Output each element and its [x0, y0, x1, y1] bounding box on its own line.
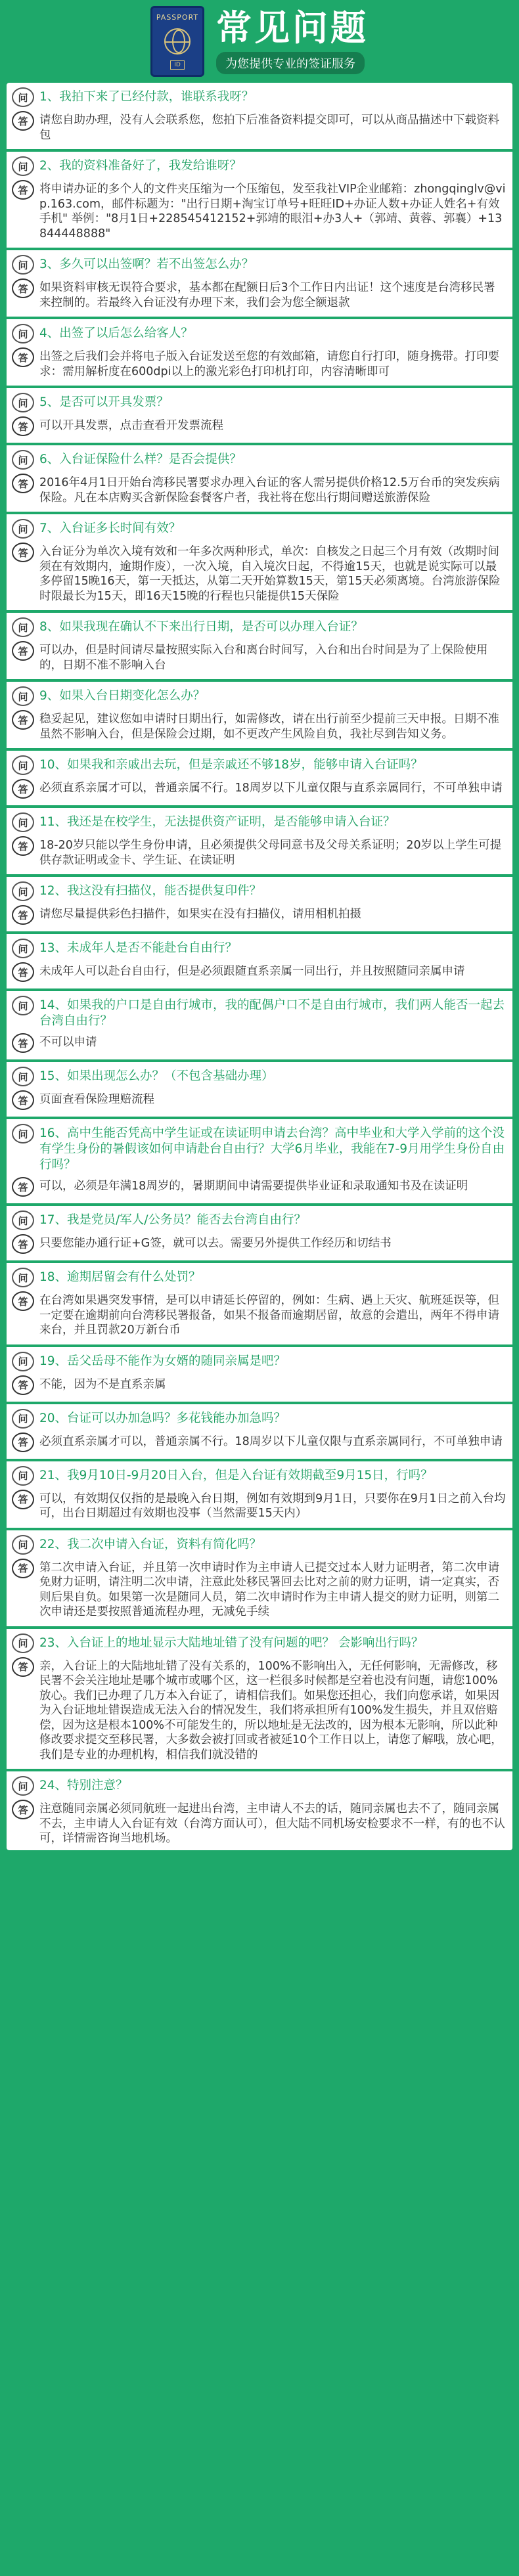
question-row — [12, 252, 506, 277]
answer-badge-icon: 答 — [12, 1559, 34, 1578]
answer-badge-icon: 答 — [12, 1800, 34, 1819]
answer-badge-icon: 答 — [12, 1234, 34, 1254]
question-badge-icon: 问 — [12, 255, 34, 275]
question-row — [12, 1264, 506, 1289]
answer-badge-icon: 答 — [12, 1177, 34, 1197]
answer-badge-icon: 答 — [12, 710, 34, 730]
faq-item — [7, 1119, 512, 1206]
faq-item — [7, 1771, 512, 1850]
answer-badge-icon: 答 — [12, 474, 34, 493]
question-row — [12, 992, 506, 1031]
answer-badge-icon: 答 — [12, 1490, 34, 1509]
question-badge-icon: 问 — [12, 939, 34, 958]
answer-badge-icon: 答 — [12, 347, 34, 367]
faq-item — [7, 250, 512, 319]
answer-text: 18-20岁只能以学生身份申请，且必须提供父母同意书及父母关系证明；20岁以上学生可提供存款证明或金卡、学生证、在读证明 — [39, 839, 502, 867]
question-badge-icon: 问 — [12, 881, 34, 901]
question-badge-icon: 问 — [12, 324, 34, 344]
answer-row — [12, 414, 506, 440]
faq-item — [7, 152, 512, 250]
answer-badge-icon: 答 — [12, 836, 34, 856]
question-text: 13、未成年人是否不能赴台自由行？ — [39, 941, 238, 955]
answer-text: 入台证分为单次入境有效和一年多次两种形式，单次：自核发之日起三个月有效（改期时间须在有效期内，逾期作废），一次入境，自入境次日起，不得逾15天，也就是说实际可以最多停留15晚16天，第一天抵达，从第二天开始算数15天，第15天必须离境。台湾旅游保险时限最长为15天，即16天15晚的行程也只能提供15天保险 — [39, 545, 501, 603]
question-text: 7、入台证多长时间有效？ — [39, 522, 181, 535]
answer-badge-icon: 答 — [12, 543, 34, 562]
answer-text: 在台湾如果遇突发事情，是可以申请延长停留的，例如：生病、遇上天灾、航班延误等，但一定要在逾期前向台湾移民署报备，如果不报备而逾期居留，故意的会遣出，两年不得申请来台，并且罚款20万新台币 — [39, 1294, 499, 1337]
faq-item — [7, 682, 512, 751]
question-row — [12, 516, 506, 541]
faq-item — [7, 514, 512, 613]
answer-badge-icon: 答 — [12, 416, 34, 436]
answer-badge-icon: 答 — [12, 641, 34, 661]
question-row — [12, 1630, 506, 1655]
question-row — [12, 809, 506, 834]
answer-text: 2016年4月1日开始台湾移民署要求办理入台证的客人需另提供价格12.5万台币的突发疾病保险。凡在本店购买含新保险套餐客户者，我社将在您出行期间赠送旅游保险 — [39, 476, 500, 504]
answer-badge-icon: 答 — [12, 1375, 34, 1395]
question-text: 11、我还是在校学生，无法提供资产证明，是否能够申请入台证？ — [39, 815, 395, 829]
faq-item — [7, 83, 512, 152]
answer-text: 请您自助办理，没有人会联系您，您拍下后准备资料提交即可，可以从商品描述中下载资料包 — [39, 114, 499, 142]
answer-text: 出签之后我们会并将电子版入台证发送至您的有效邮箱，请您自行打印，随身携带。打印要求：需用解析度在600dpi以上的激光彩色打印机打印，内容清晰即可 — [39, 350, 499, 378]
answer-text: 可以办，但是时间请尽量按照实际入台和离台时间写，入台和出台时间是为了上保险使用的，日期不准不影响入台 — [39, 644, 488, 672]
question-text: 5、是否可以开具发票？ — [39, 395, 169, 409]
faq-item — [7, 1530, 512, 1629]
question-text: 20、台证可以办加急吗？多花钱能办加急吗？ — [39, 1411, 286, 1425]
question-row — [12, 1348, 506, 1373]
question-badge-icon: 问 — [12, 1352, 34, 1371]
answer-text: 将申请办证的多个人的文件夹压缩为一个压缩包，发至我社VIP企业邮箱：zhongqinglv@vip.163.com，邮件标题为："出行日期+淘宝订单号+旺旺ID+办证人数+办证人姓名+有效手机" 举例："8月1日+228545412152+郭靖的眼泪+办3人+（郭靖、黄蓉、郭襄）+13844448888" — [39, 183, 506, 240]
answer-text: 页面查看保险理赔流程 — [39, 1093, 154, 1106]
question-badge-icon: 问 — [12, 1409, 34, 1429]
question-badge-icon: 问 — [12, 519, 34, 539]
faq-item — [7, 319, 512, 388]
answer-row — [12, 1373, 506, 1399]
faq-item — [7, 1347, 512, 1404]
passport-label: PASSPORT — [156, 13, 199, 22]
answer-text: 如果资料审核无误符合要求，基本都在配额日后3个工作日内出证！这个速度是台湾移民署来控制的。若最终入台证没有办理下来，我们会为您全额退款 — [39, 281, 495, 309]
page-title: 常见问题 — [216, 7, 369, 49]
page-header — [7, 0, 512, 83]
question-row — [12, 84, 506, 109]
faq-item — [7, 613, 512, 682]
answer-row — [12, 277, 506, 314]
answer-badge-icon: 答 — [12, 962, 34, 982]
answer-row — [12, 834, 506, 872]
answer-row — [12, 1798, 506, 1850]
answer-badge-icon: 答 — [12, 180, 34, 200]
answer-row — [12, 1557, 506, 1624]
question-badge-icon: 问 — [12, 393, 34, 412]
question-text: 22、我二次申请入台证，资料有简化吗？ — [39, 1537, 262, 1551]
answer-row — [12, 1488, 506, 1525]
question-row — [12, 878, 506, 903]
question-text: 21、我9月10日-9月20日入台，但是入台证有效期截至9月15日，行吗？ — [39, 1468, 433, 1482]
answer-text: 可以，有效期仅仅指的是最晚入台日期，例如有效期到9月1日，只要你在9月1日之前入台均可，出台日期超过有效期也没事（当然需要15天内） — [39, 1492, 506, 1520]
question-row — [12, 752, 506, 777]
answer-row — [12, 178, 506, 245]
answer-row — [12, 1655, 506, 1767]
question-badge-icon: 问 — [12, 755, 34, 775]
question-badge-icon: 问 — [12, 1210, 34, 1230]
question-badge-icon: 问 — [12, 1776, 34, 1796]
answer-badge-icon: 答 — [12, 1432, 34, 1452]
answer-row — [12, 1088, 506, 1114]
question-row — [12, 1773, 506, 1798]
question-badge-icon: 问 — [12, 996, 34, 1015]
question-text: 12、我这没有扫描仪，能否提供复印件？ — [39, 884, 262, 898]
answer-row — [12, 109, 506, 146]
faq-item — [7, 751, 512, 808]
answer-badge-icon: 答 — [12, 1033, 34, 1053]
question-row — [12, 1207, 506, 1232]
faq-item — [7, 991, 512, 1062]
answer-text: 亲，入台证上的大陆地址错了没有关系的，100%不影响出入，无任何影响，无需修改，移民署不会关注地址是哪个城市或哪个区，这一栏很多时候都是空着也没有问题，请您100%放心。我们已办理了几万本入台证了，请相信我们。如果您还担心，我们向您承诺，如果因为入台证地址错误造成无法入台的情况发生，我们将承担所有100%发生损失，并且双倍赔偿，因为这是根本100%不可能发生的，所以地址是无法改的，因为根本无影响，所以此种修改要求提交至移民署，大多数会被打回或者被延10个工作日以上，请您了解哦，放心吧，我们是专业的办理机构，相信我们就没错的 — [39, 1659, 503, 1762]
question-badge-icon: 问 — [12, 1466, 34, 1486]
answer-row — [12, 903, 506, 929]
question-text: 4、出签了以后怎么给客人？ — [39, 326, 193, 340]
answer-row — [12, 1232, 506, 1258]
question-text: 17、我是党员/军人/公务员？能否去台湾自由行？ — [39, 1213, 307, 1227]
answer-text: 不能，因为不是直系亲属 — [39, 1377, 166, 1391]
answer-badge-icon: 答 — [12, 278, 34, 298]
question-badge-icon: 问 — [12, 812, 34, 832]
question-row — [12, 1121, 506, 1175]
question-badge-icon: 问 — [12, 1535, 34, 1555]
question-text: 8、如果我现在确认不下来出行日期，是否可以办理入台证？ — [39, 620, 363, 634]
answer-text: 必须直系亲属才可以，普通亲属不行。18周岁以下儿童仅限与直系亲属同行，不可单独申请 — [39, 1434, 503, 1448]
answer-text: 可以开具发票，点击查看开发票流程 — [39, 419, 223, 432]
faq-item — [7, 1404, 512, 1461]
faq-item — [7, 1206, 512, 1263]
question-badge-icon: 问 — [12, 686, 34, 706]
question-badge-icon: 问 — [12, 450, 34, 470]
answer-row — [12, 777, 506, 803]
page-subtitle: 为您提供专业的签证服务 — [216, 52, 365, 74]
question-text: 14、如果我的户口是自由行城市，我的配偶户口不是自由行城市，我们两人能否一起去台湾自由行？ — [39, 998, 505, 1028]
question-badge-icon: 问 — [12, 1268, 34, 1287]
question-row — [12, 1532, 506, 1557]
question-row — [12, 614, 506, 639]
header-text — [216, 9, 369, 74]
faq-item — [7, 808, 512, 877]
answer-text: 稳妥起见，建议您如申请时日期出行，如需修改，请在出行前至少提前三天申报。日期不准虽然不影响入台，但是保险会过期，如不更改产生风险自负，我社尽到告知义务。 — [39, 713, 499, 741]
answer-row — [12, 345, 506, 383]
question-row — [12, 683, 506, 708]
answer-badge-icon: 答 — [12, 111, 34, 131]
faq-item — [7, 1629, 512, 1772]
question-text: 9、如果入台日期变化怎么办？ — [39, 689, 206, 703]
answer-text: 必须直系亲属才可以，普通亲属不行。18周岁以下儿童仅限与直系亲属同行，不可单独申请 — [39, 782, 503, 795]
answer-text: 只要您能办通行证+G签，就可以去。需要另外提供工作经历和切结书 — [39, 1237, 392, 1250]
question-text: 10、如果我和亲戚出去玩，但是亲戚还不够18岁，能够申请入台证吗？ — [39, 758, 423, 772]
faq-list — [7, 83, 512, 1850]
question-text: 19、岳父岳母不能作为女婿的随同亲属是吧？ — [39, 1354, 286, 1368]
answer-badge-icon: 答 — [12, 1090, 34, 1110]
question-badge-icon: 问 — [12, 156, 34, 176]
answer-row — [12, 639, 506, 677]
answer-row — [12, 960, 506, 986]
answer-row — [12, 1031, 506, 1057]
question-row — [12, 935, 506, 960]
question-row — [12, 447, 506, 472]
answer-badge-icon: 答 — [12, 905, 34, 925]
answer-row — [12, 1175, 506, 1201]
answer-text: 可以，必须是年满18周岁的，暑期期间申请需要提供毕业证和录取通知书及在读证明 — [39, 1180, 468, 1193]
question-text: 6、入台证保险什么样？是否会提供？ — [39, 453, 242, 466]
question-badge-icon: 问 — [12, 1067, 34, 1086]
faq-item — [7, 934, 512, 991]
question-row — [12, 153, 506, 178]
question-badge-icon: 问 — [12, 617, 34, 637]
faq-item — [7, 1263, 512, 1347]
answer-badge-icon: 答 — [12, 779, 34, 799]
question-text: 16、高中生能否凭高中学生证或在读证明申请去台湾？高中毕业和大学入学前的这个没有学生身份的暑假该如何申请赴台自由行？大学6月毕业，我能在7-9月用学生身份自由行吗？ — [39, 1126, 505, 1172]
question-row — [12, 1063, 506, 1088]
answer-text: 请您尽量提供彩色扫描件，如果实在没有扫描仪，请用相机拍摄 — [39, 908, 361, 921]
answer-text: 未成年人可以赴台自由行，但是必须跟随直系亲属一同出行，并且按照随同亲属申请 — [39, 965, 465, 978]
question-badge-icon: 问 — [12, 1633, 34, 1653]
passport-icon — [150, 6, 204, 77]
faq-item — [7, 388, 512, 445]
answer-badge-icon: 答 — [12, 1291, 34, 1311]
answer-text: 注意随同亲属必须同航班一起进出台湾，主申请人不去的话，随同亲属也去不了，随同亲属不去，主申请人入台证有效（台湾方面认可），但大陆不同机场安检要求不一样，有的也不认可，详情需咨询当地机场。 — [39, 1802, 505, 1845]
answer-badge-icon: 答 — [12, 1657, 34, 1677]
question-text: 1、我拍下来了已经付款，谁联系我呀？ — [39, 90, 254, 104]
faq-item — [7, 445, 512, 514]
faq-item — [7, 1461, 512, 1530]
globe-icon — [164, 28, 191, 55]
question-text: 15、如果出现怎么办？（不包含基础办理） — [39, 1069, 274, 1083]
question-text: 18、逾期居留会有什么处罚？ — [39, 1270, 201, 1284]
question-text: 23、入台证上的地址显示大陆地址错了没有问题的吧？ 会影响出行吗？ — [39, 1635, 424, 1650]
answer-row — [12, 708, 506, 745]
question-row — [12, 389, 506, 414]
answer-row — [12, 472, 506, 509]
answer-row — [12, 1289, 506, 1342]
question-row — [12, 321, 506, 345]
faq-item — [7, 1062, 512, 1119]
question-text: 3、多久可以出签啊？若不出签怎么办？ — [39, 257, 254, 271]
question-text: 24、特别注意？ — [39, 1779, 128, 1792]
question-row — [12, 1406, 506, 1431]
answer-row — [12, 1431, 506, 1456]
question-row — [12, 1463, 506, 1488]
question-text: 2、我的资料准备好了，我发给谁呀？ — [39, 159, 242, 173]
answer-row — [12, 541, 506, 608]
passport-chip-label: ID — [170, 60, 185, 70]
question-badge-icon: 问 — [12, 87, 34, 107]
faq-item — [7, 877, 512, 934]
answer-text: 第二次申请入台证，并且第一次申请时作为主申请人已提交过本人财力证明者，第二次申请免财力证明，请注明二次申请，注意此处移民署回去比对之前的财力证明，请一定真实，否则后果自负。如果第一次是随同人员，第二次申请时作为主申请人提交的财力证明，则第二次申请还是要按照普通流程办理，无减免手续 — [39, 1561, 499, 1618]
question-badge-icon: 问 — [12, 1124, 34, 1144]
answer-text: 不可以申请 — [39, 1036, 97, 1049]
